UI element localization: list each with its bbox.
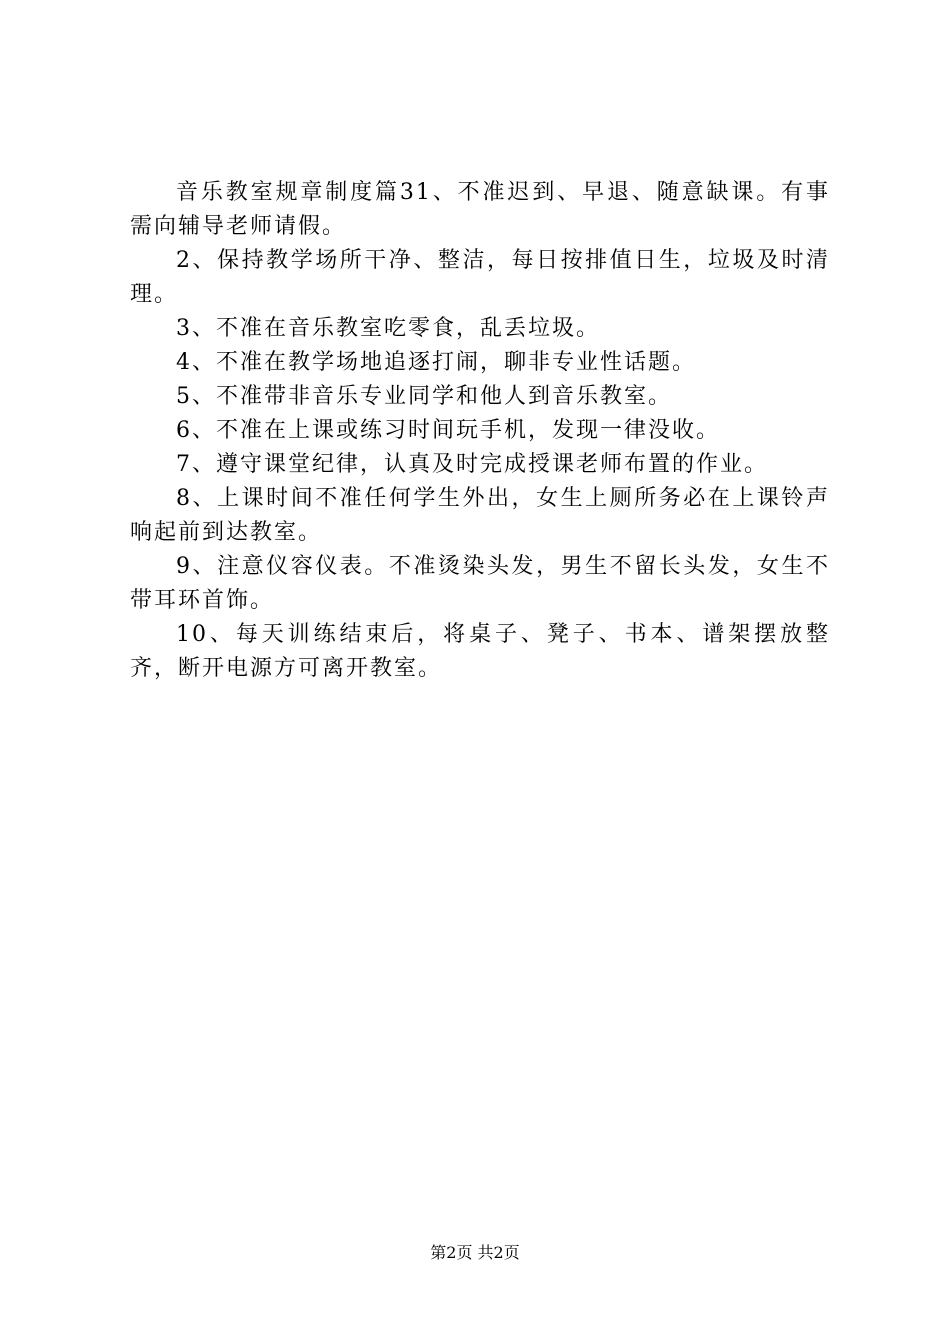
- paragraph-1: 音乐教室规章制度篇31、不准迟到、早退、随意缺课。有事需向辅导老师请假。: [130, 180, 830, 239]
- paragraph-4: 4、不准在教学场地追逐打闹，聊非专业性话题。: [176, 350, 696, 375]
- page-footer: 第2页 共2页: [430, 1243, 520, 1262]
- document-body: [130, 176, 830, 686]
- paragraph-6: 6、不准在上课或练习时间玩手机，发现一律没收。: [176, 418, 720, 443]
- paragraph-10: 10、每天训练结束后，将桌子、凳子、书本、谱架摆放整齐，断开电源方可离开教室。: [130, 622, 830, 681]
- paragraph-3: 3、不准在音乐教室吃零食，乱丢垃圾。: [176, 316, 600, 341]
- paragraph-9: 9、注意仪容仪表。不准烫染头发，男生不留长头发，女生不带耳环首饰。: [130, 554, 830, 613]
- paragraph-7: 7、遵守课堂纪律，认真及时完成授课老师布置的作业。: [176, 452, 768, 477]
- paragraph-5: 5、不准带非音乐专业同学和他人到音乐教室。: [176, 384, 672, 409]
- paragraph-8: 8、上课时间不准任何学生外出，女生上厕所务必在上课铃声响起前到达教室。: [130, 486, 830, 545]
- paragraph-2: 2、保持教学场所干净、整洁，每日按排值日生，垃圾及时清理。: [130, 248, 830, 307]
